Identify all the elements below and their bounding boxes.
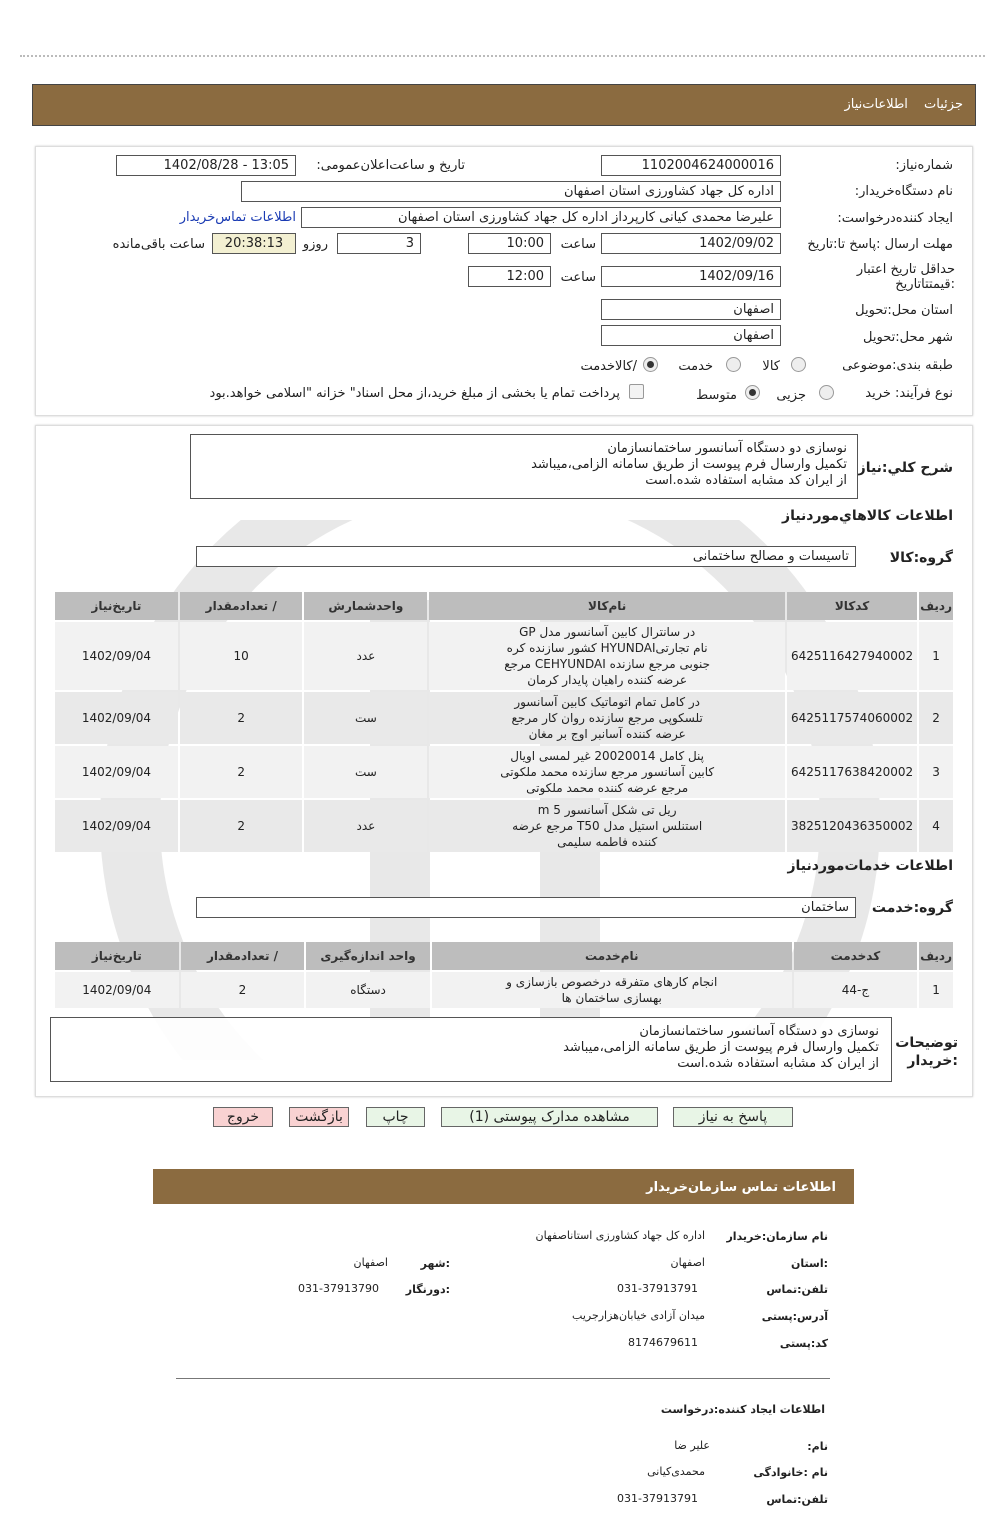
name-line: مرجع عرضه کننده محمد ملکوتی [526, 781, 689, 795]
notes-line: نوسازی دو دستگاه آسانسور ساختمانسازمان [639, 1024, 879, 1039]
name-line: استنلس استیل مدل T50 مرجع عرضه [512, 819, 703, 833]
org-label: نام سازمان:خریدار [726, 1230, 828, 1243]
print-button[interactable]: چاپ [366, 1107, 425, 1127]
name-line: در سانترال کابین آسانسور مدل GP [519, 625, 696, 639]
cell-name [429, 622, 785, 690]
col-date: تاریخ‌نیاز [55, 942, 179, 970]
name-line: نام تجارتیHYUNDAI کشور سازنده کره [506, 641, 708, 655]
deadline-time-field: 10:00 [468, 233, 551, 254]
deadline-time-label: ساعت [560, 237, 596, 252]
creator-phone-value: 031-37913791 [617, 1492, 698, 1505]
phone-label: تلفن:تماس [766, 1283, 828, 1296]
city-value: اصفهان [353, 1256, 388, 1269]
table-row[interactable] [55, 800, 953, 852]
remaining-label: ساعت باقی‌مانده [112, 237, 205, 252]
notes-line: تکمیل وارسال فرم پیوست از طریق سامانه الزامی،میباشد [563, 1040, 879, 1055]
cell-date: 1402/09/04 [55, 692, 178, 744]
cell-qty: 10 [180, 622, 303, 690]
fax-value: 031-37913790 [298, 1282, 379, 1295]
address-value: میدان آزادی خیابان‌هزارجریب [572, 1309, 705, 1322]
creator-phone-label: تلفن:تماس [766, 1493, 828, 1506]
cell-row: 2 [919, 692, 953, 744]
validity-time-label: ساعت [560, 270, 596, 285]
validity-label: حداقل تاریخ اعتبار :قیمتتا‌تاریخ [856, 262, 955, 292]
col-date: تاریخ‌نیاز [55, 592, 178, 620]
notes-line: از ایران کد مشابه استفاده شده.است [677, 1056, 879, 1071]
cell-code: 6425117574060002 [787, 692, 917, 744]
col-name: نام‌خدمت [432, 942, 792, 970]
table-row[interactable] [55, 622, 953, 690]
category-radio-service[interactable] [726, 357, 741, 372]
col-unit: واحدشمارش [304, 592, 427, 620]
category-label: طبقه بندی:موضوعی [842, 358, 953, 373]
cell-name [429, 746, 785, 798]
buyer-contact-link[interactable]: اطلاعات تماس‌خریدار [179, 210, 296, 225]
cell-unit: ست [304, 746, 427, 798]
services-table [53, 940, 955, 1010]
city-label: شهر محل:تحویل [863, 330, 953, 345]
buyer-device-label: نام دستگاه‌خریدار: [854, 184, 953, 199]
summary-label: شرح کلي:نیاز [857, 460, 953, 476]
last-name-label: نام :خانوادگی [753, 1466, 828, 1479]
cell-code: 6425116427940002 [787, 622, 917, 690]
name-line: تلسکوپی مرجع سازنده روان کار مرجع [511, 711, 703, 725]
fax-label: :دورنگار [405, 1283, 450, 1296]
cell-code: 6425117638420002 [787, 746, 917, 798]
cell-date: 1402/09/04 [55, 972, 179, 1008]
phone-value: 031-37913791 [617, 1282, 698, 1295]
creator-label: ایجاد کننده‌درخواست: [837, 211, 953, 226]
col-row: ردیف [919, 592, 953, 620]
province-field: اصفهان [601, 299, 781, 320]
cell-code: ج-44 [794, 972, 917, 1008]
creator-field: علیرضا محمدی کیانی کارپرداز اداره کل جهاد کشاورزی استان اصفهان [301, 207, 781, 228]
table-row[interactable] [55, 692, 953, 744]
process-radio-minor[interactable] [819, 385, 834, 400]
validity-date-field: 1402/09/16 [601, 266, 781, 287]
exit-button[interactable]: خروج [213, 1107, 273, 1127]
services-group-field: ساختمان [196, 897, 856, 918]
name-line: انجام کارهای متفرقه درخصوص بازسازی و [506, 975, 718, 989]
category-radio-goods-service[interactable] [643, 357, 658, 372]
category-goods-label: کالا [762, 359, 780, 374]
goods-table-header [55, 592, 953, 620]
summary-box [190, 434, 858, 499]
contact-header [153, 1169, 854, 1204]
name-line: کننده فاطمه سلیمی [557, 835, 658, 849]
first-name-label: نام: [807, 1440, 828, 1453]
cell-row: 1 [919, 972, 953, 1008]
services-section-title: اطلاعات خدمات‌موردنیاز [787, 858, 953, 874]
org-value: اداره کل جهاد کشاورزی استاناصفهان [535, 1229, 705, 1242]
announce-field: 1402/08/28 - 13:05 [116, 155, 296, 176]
cell-qty: 2 [180, 692, 303, 744]
col-qty: / تعدادمقدار [180, 592, 303, 620]
table-row[interactable] [55, 972, 953, 1008]
process-medium-label: متوسط [696, 388, 737, 403]
first-name-value: علیر ضا [674, 1439, 710, 1452]
header-bar [32, 84, 976, 126]
contact-divider [176, 1378, 830, 1379]
cell-code: 3825120436350002 [787, 800, 917, 852]
buyer-device-field: اداره کل جهاد کشاورزی استان اصفهان [241, 181, 781, 202]
province-value: اصفهان [670, 1256, 705, 1269]
goods-group-label: گروه:کالا [889, 550, 953, 566]
cell-row: 1 [919, 622, 953, 690]
last-name-value: محمدی‌کیانی [647, 1465, 705, 1478]
deadline-date-field: 1402/09/02 [601, 233, 781, 254]
cell-row: 4 [919, 800, 953, 852]
goods-section-title: اطلاعات کالاهاي‌مورد‌نیاز [782, 508, 953, 524]
category-service-label: خدمت [678, 359, 713, 374]
top-divider [20, 55, 985, 57]
cell-unit: عدد [304, 622, 427, 690]
cell-qty: 2 [180, 800, 303, 852]
cell-unit: ست [304, 692, 427, 744]
name-line: کابین آسانسور مرجع سازنده محمد ملکوتی [500, 765, 715, 779]
col-code: کدخدمت [794, 942, 917, 970]
treasury-payment-checkbox[interactable] [629, 384, 644, 399]
col-row: ردیف [919, 942, 953, 970]
cell-unit: عدد [304, 800, 427, 852]
col-qty: / تعدادمقدار [181, 942, 305, 970]
cell-qty: 2 [180, 746, 303, 798]
name-line: عرضه کننده آسانبر اوج بر مغان [528, 727, 686, 741]
need-number-field: 1102004624000016 [601, 155, 781, 176]
name-line: در کامل تمام اتوماتیک کابین آسانسور [514, 695, 700, 709]
cell-name [429, 692, 785, 744]
name-line: جنوبی مرجع سازنده CEHYUNDAI مرجع [504, 657, 711, 671]
city-label: :شهر [420, 1257, 450, 1270]
summary-line: از ایران کد مشابه استفاده شده.است [645, 473, 847, 488]
cell-unit: دستگاه [306, 972, 430, 1008]
process-label: نوع فرآیند: خرید [865, 386, 953, 401]
buyer-notes-label: توضیحات :خریدار [895, 1035, 958, 1069]
creator-section-title: اطلاعات ایجاد کننده:درخواست [660, 1403, 825, 1416]
city-field: اصفهان [601, 325, 781, 346]
cell-date: 1402/09/04 [55, 800, 178, 852]
process-radio-medium[interactable] [745, 385, 760, 400]
buyer-notes-box [50, 1017, 892, 1082]
cell-date: 1402/09/04 [55, 746, 178, 798]
reply-button[interactable]: پاسخ به نیاز [673, 1107, 793, 1127]
goods-group-field: تاسیسات و مصالح ساختمانی [196, 546, 856, 567]
summary-line: تکمیل وارسال فرم پیوست از طریق سامانه الزامی،میباشد [531, 457, 847, 472]
deadline-label: مهلت ارسال :پاسخ تا‌:تاریخ [807, 237, 953, 252]
name-line: پنل کامل 20020014 غیر لمسی اویال [510, 749, 705, 763]
tab-need-info[interactable]: اطلاعات‌نیاز [844, 97, 908, 112]
name-line: بهسازی ساختمان ها [561, 991, 662, 1005]
view-attachments-button[interactable]: مشاهده مدارک پیوستی (1) [441, 1107, 658, 1127]
tab-details[interactable]: جزئیات [924, 97, 963, 112]
back-button[interactable]: بازگشت [289, 1107, 349, 1127]
table-row[interactable] [55, 746, 953, 798]
cell-name [429, 800, 785, 852]
category-goods-service-label: /کالاخدمت [580, 359, 637, 374]
name-line: ریل تی شکل آسانسور 5 m [537, 803, 677, 817]
cell-row: 3 [919, 746, 953, 798]
summary-line: نوسازی دو دستگاه آسانسور ساختمانسازمان [607, 441, 847, 456]
contact-title: اطلاعات تماس سازمان‌خریدار [646, 1180, 836, 1195]
announce-label: تاریخ و ساعت‌اعلان‌عمومی: [316, 158, 465, 173]
col-code: کدکالا [787, 592, 917, 620]
process-minor-label: جزیی [776, 388, 806, 403]
treasury-payment-note: پرداخت تمام یا بخشی از مبلغ خرید،از محل اسناد" خزانه "اسلامی خواهد.بود [209, 386, 620, 401]
cell-qty: 2 [181, 972, 305, 1008]
cell-date: 1402/09/04 [55, 622, 178, 690]
province-label: استان محل:تحویل [855, 303, 953, 318]
cell-name [432, 972, 792, 1008]
province-label: :استان [791, 1257, 828, 1270]
services-group-label: گروه:خدمت [871, 900, 953, 916]
postal-value: 8174679611 [628, 1336, 698, 1349]
name-line: عرضه کننده راهیان پایدار کرمان [527, 673, 688, 687]
goods-table [53, 590, 955, 854]
postal-label: کد:پستی [779, 1337, 828, 1350]
need-number-label: شماره‌نیاز: [895, 158, 953, 173]
col-unit: واحد اندازه‌گیری [306, 942, 430, 970]
remaining-time-field: 20:38:13 [212, 233, 296, 254]
address-label: آدرس:پستی [761, 1310, 828, 1323]
days-label: روزو [302, 237, 328, 252]
col-name: نام‌کالا [429, 592, 785, 620]
services-table-header [55, 942, 953, 970]
validity-time-field: 12:00 [468, 266, 551, 287]
category-radio-goods[interactable] [791, 357, 806, 372]
days-field: 3 [337, 233, 421, 254]
